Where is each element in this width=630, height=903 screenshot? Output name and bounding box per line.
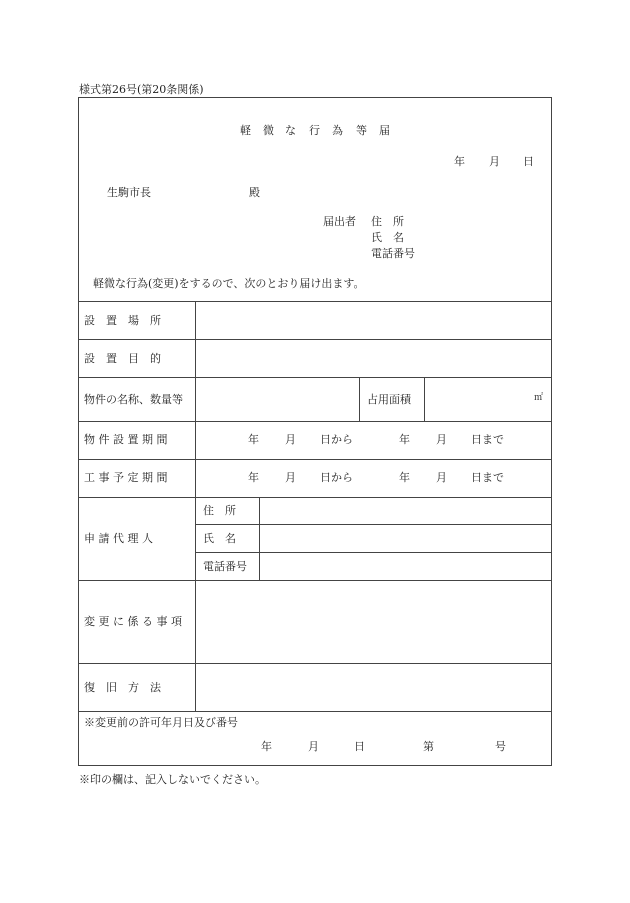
addressee: 生駒市長 bbox=[107, 186, 151, 199]
period-from-month: 月 bbox=[285, 471, 296, 484]
date-month: 月 bbox=[489, 155, 500, 168]
title-char: な bbox=[285, 124, 296, 137]
period-from-day: 日から bbox=[320, 433, 353, 446]
rule bbox=[78, 459, 552, 460]
submitter-address-label: 住 所 bbox=[371, 215, 404, 228]
agent-label: 申 請 代 理 人 bbox=[84, 532, 153, 545]
purpose-field[interactable] bbox=[196, 340, 551, 377]
prior-permit-no-prefix: 第 bbox=[423, 740, 434, 753]
footnote: ※印の欄は、記入しないでください。 bbox=[79, 773, 266, 786]
agent-name-field[interactable] bbox=[260, 525, 551, 552]
period-to-month: 月 bbox=[436, 471, 447, 484]
location-field[interactable] bbox=[196, 302, 551, 339]
agent-phone-label: 電話番号 bbox=[203, 560, 247, 573]
prior-permit-month: 月 bbox=[308, 740, 319, 753]
object-field[interactable] bbox=[196, 378, 359, 421]
title-char: 微 bbox=[263, 124, 274, 137]
restore-label: 復 旧 方 法 bbox=[84, 681, 161, 694]
purpose-label: 設 置 目 的 bbox=[84, 352, 161, 365]
area-label: 占用面積 bbox=[367, 393, 411, 406]
period-to-month: 月 bbox=[436, 433, 447, 446]
title-char: 行 bbox=[309, 124, 320, 137]
period-from-year: 年 bbox=[248, 433, 259, 446]
change-field[interactable] bbox=[196, 581, 551, 663]
agent-address-label: 住 所 bbox=[203, 504, 236, 517]
prior-permit-year: 年 bbox=[261, 740, 272, 753]
submitter-label: 届出者 bbox=[323, 215, 356, 228]
period-from-year: 年 bbox=[248, 471, 259, 484]
construction-period-label: 工 事 予 定 期 間 bbox=[84, 471, 168, 484]
period-from-day: 日から bbox=[320, 471, 353, 484]
prior-permit-day: 日 bbox=[354, 740, 365, 753]
title-char: 軽 bbox=[240, 124, 251, 137]
area-unit: ㎡ bbox=[534, 393, 544, 403]
title-char: 届 bbox=[379, 124, 390, 137]
honorific: 殿 bbox=[249, 186, 260, 199]
prior-permit-no-suffix: 号 bbox=[495, 740, 506, 753]
form-number: 様式第26号(第20条関係) bbox=[79, 83, 204, 96]
period-to-year: 年 bbox=[399, 471, 410, 484]
restore-field[interactable] bbox=[196, 664, 551, 711]
period-from-month: 月 bbox=[285, 433, 296, 446]
period-to-year: 年 bbox=[399, 433, 410, 446]
date-day: 日 bbox=[523, 155, 534, 168]
date-year: 年 bbox=[454, 155, 465, 168]
agent-phone-field[interactable] bbox=[260, 553, 551, 580]
submitter-name-label: 氏 名 bbox=[371, 231, 404, 244]
prior-permit-label: ※変更前の許可年月日及び番号 bbox=[84, 716, 238, 729]
intro-text: 軽微な行為(変更)をするので、次のとおり届け出ます。 bbox=[93, 277, 365, 290]
agent-name-label: 氏 名 bbox=[203, 532, 236, 545]
agent-address-field[interactable] bbox=[260, 498, 551, 524]
object-label: 物件の名称、数量等 bbox=[84, 393, 183, 406]
rule bbox=[78, 421, 552, 422]
period-to-day: 日まで bbox=[471, 433, 504, 446]
period-to-day: 日まで bbox=[471, 471, 504, 484]
rule bbox=[78, 711, 552, 712]
rule bbox=[359, 377, 360, 421]
install-period-label: 物 件 設 置 期 間 bbox=[84, 433, 168, 446]
change-label: 変 更 に 係 る 事 項 bbox=[84, 615, 182, 628]
location-label: 設 置 場 所 bbox=[84, 314, 161, 327]
submitter-phone-label: 電話番号 bbox=[371, 247, 415, 260]
area-field[interactable] bbox=[425, 378, 551, 421]
title-char: 為 bbox=[332, 124, 343, 137]
title-char: 等 bbox=[356, 124, 367, 137]
